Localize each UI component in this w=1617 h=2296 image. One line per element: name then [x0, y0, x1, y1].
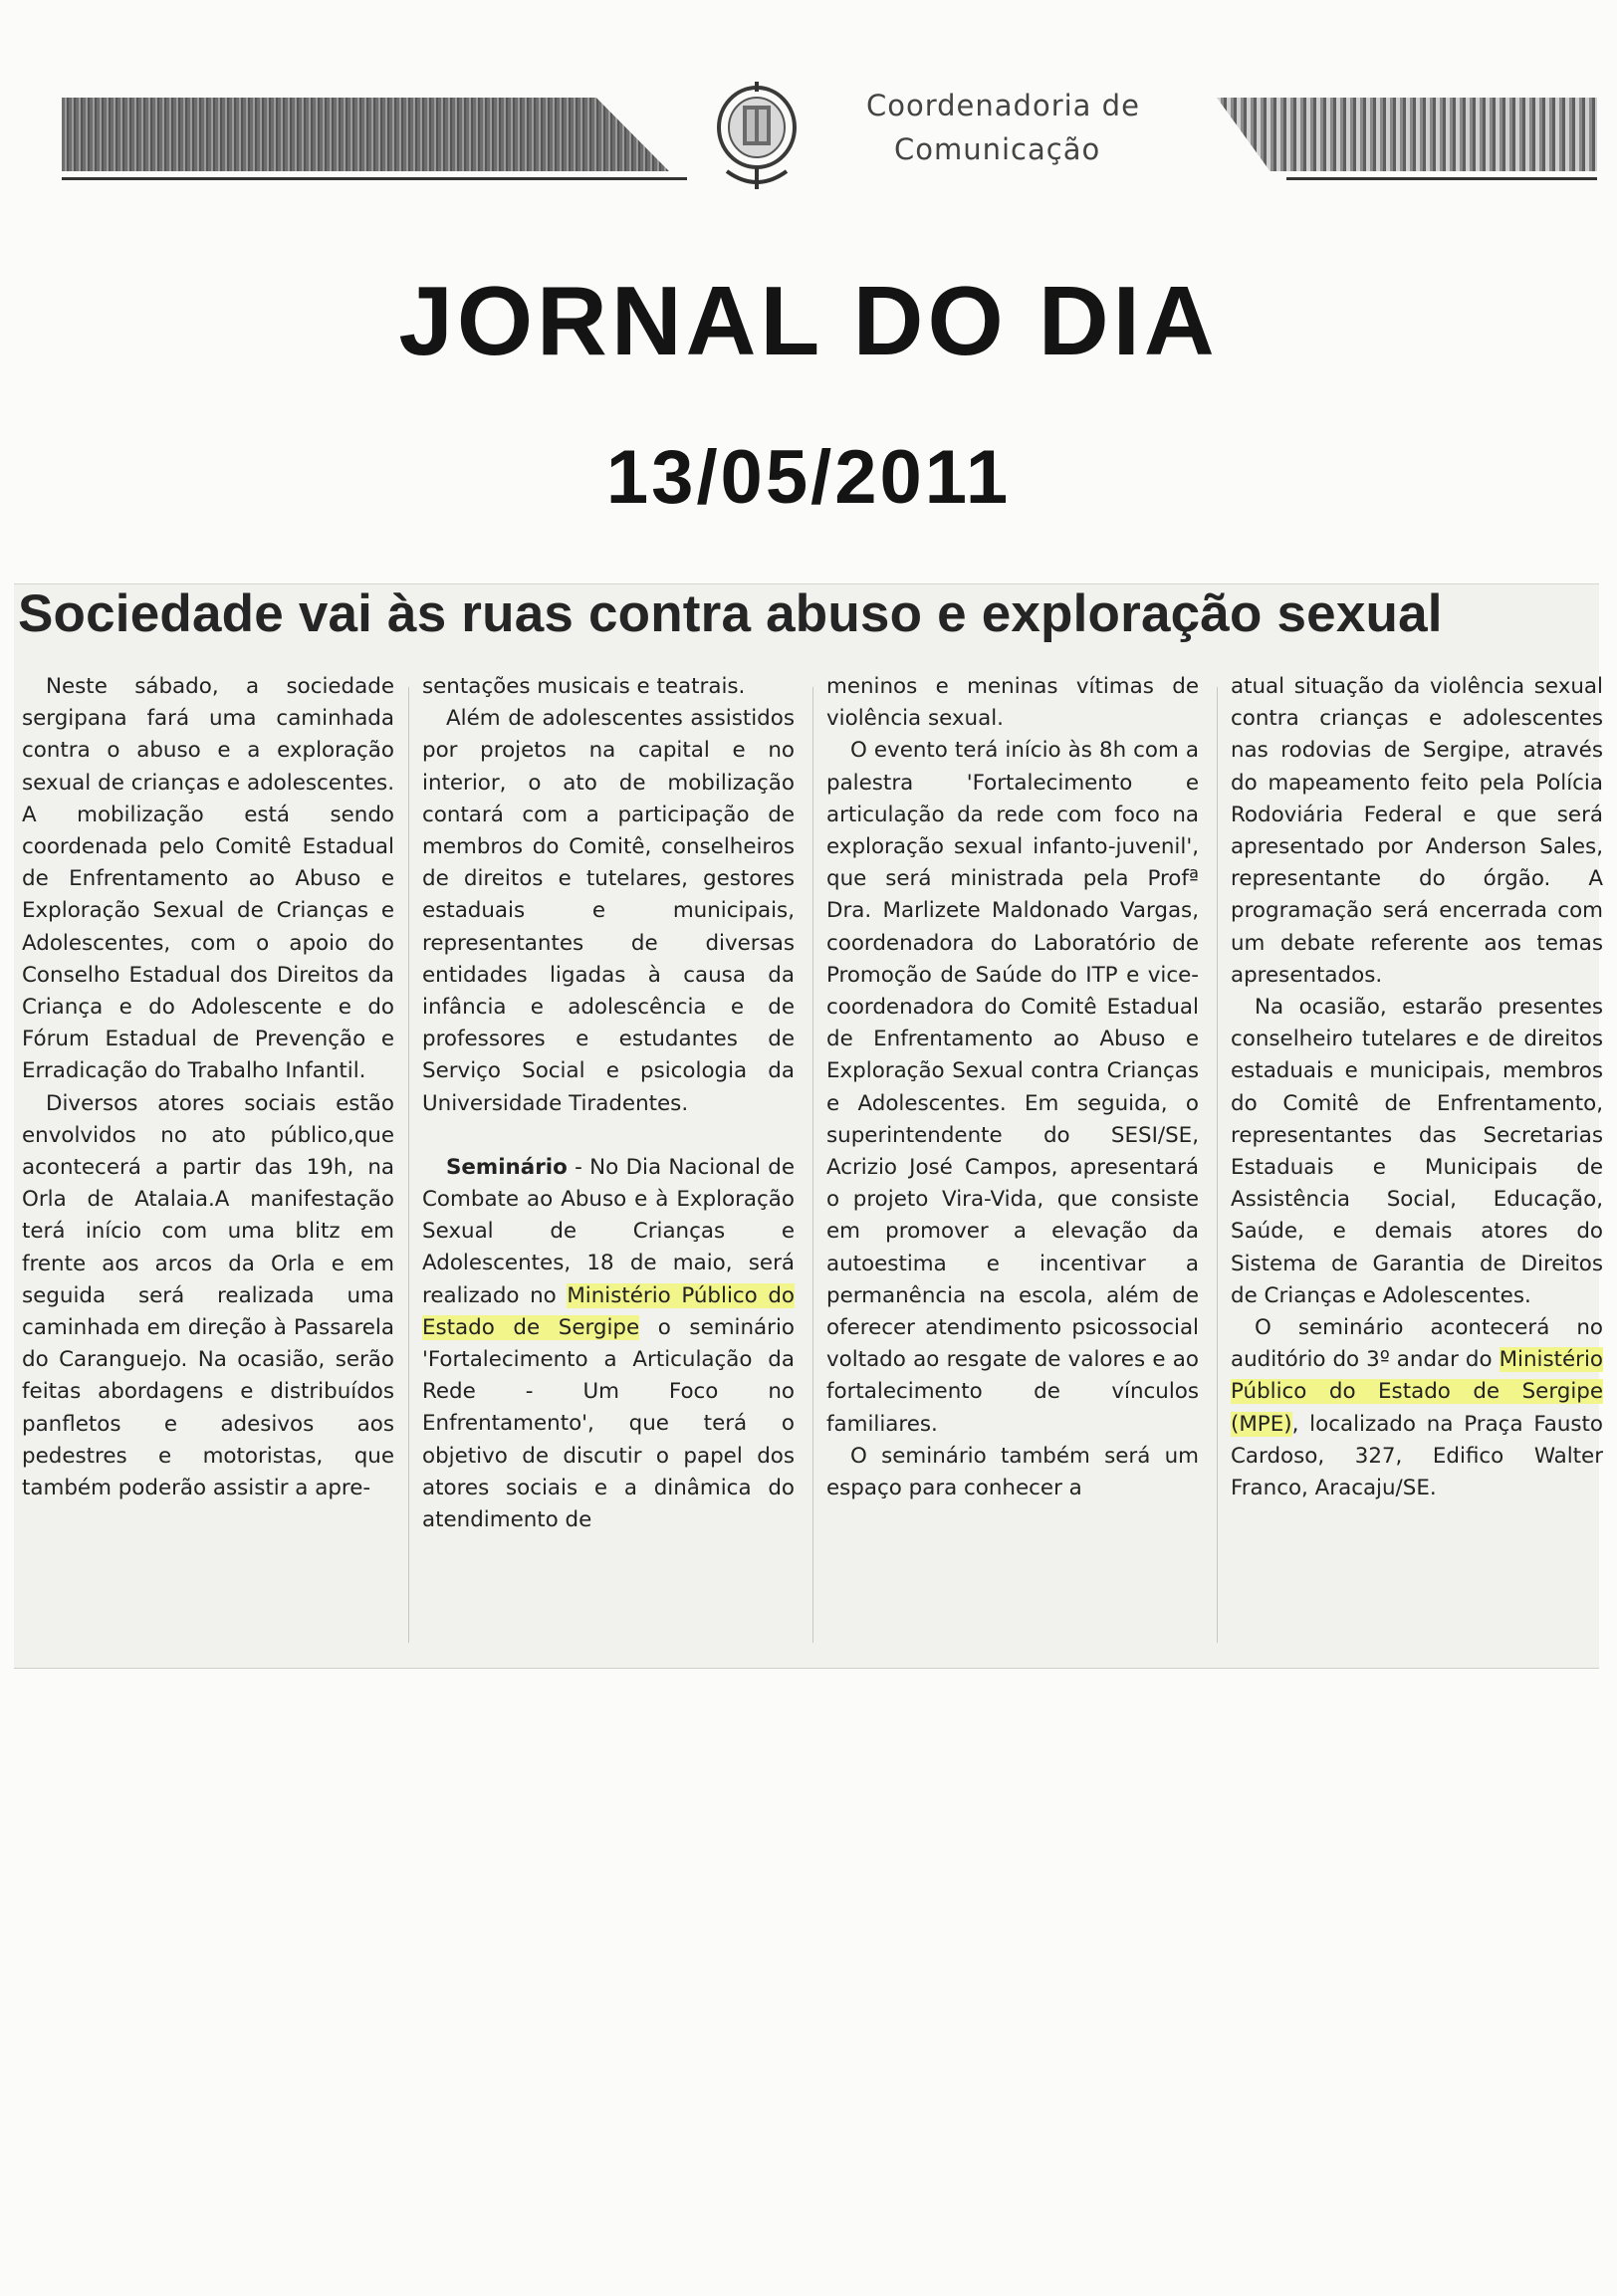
paragraph: Diversos atores sociais estão envolvidos no ato público,que acontecerá a partir das 19h, na Orla de Atalaia.A manifestação terá início com uma blitz em frente aos arcos da Orla e em seguida será realizada uma caminhada em direção à Passarela do Caranguejo. Na ocasião, serão feitas abordagens e distribuídos panfletos e adesivos aos pedestres e motoristas, que também poderão assistir a apre- [22, 1090, 394, 1501]
clipping-header [0, 0, 1617, 189]
article-headline: Sociedade vai às ruas contra abuso e exploração sexual [18, 584, 1443, 643]
text-run: - No Dia Nacional de Combate ao Abuso e à Exploração Sexual de Crianças e Adolescentes, 18 de maio, será realizado no [422, 1154, 795, 1308]
paragraph: Neste sábado, a sociedade sergipana fará uma caminhada contra o abuso e a exploração sexual de crianças e adolescentes. A mobilização está sendo coordenada pelo Comitê Estadual de Enfrentamento ao Abuso e Exploração Sexual de Crianças e Adolescentes, com o apoio do Conselho Estadual dos Direitos da Criança e do Adolescente e do Fórum Estadual de Prevenção e Erradicação do Trabalho Infantil. [22, 674, 394, 1084]
paragraph: sentações musicais e teatrais. [422, 674, 746, 699]
text-run: , localizado na Praça Fausto Cardoso, 327, Edifico Walter Franco, Aracaju/SE. [1231, 1411, 1603, 1501]
highlighted-text: Ministério Público do Estado de Sergipe (MPE) [1231, 1347, 1603, 1437]
section-lead: Seminário [446, 1154, 568, 1180]
column-divider [408, 687, 409, 1643]
text-run: O seminário acontecerá no auditório do 3º andar do [1231, 1315, 1603, 1373]
paragraph: meninos e meninas vítimas de violência sexual. [826, 674, 1199, 732]
org-name-line2: Comunicação [894, 132, 1101, 166]
header-stripe-right [1217, 98, 1597, 171]
header-stripe-left [62, 98, 669, 171]
org-name-line1: Coordenadoria de [866, 89, 1140, 122]
paragraph: Na ocasião, estarão presentes conselheiro tutelares e de direitos estaduais e municipais, membros do Comitê de Enfrentamento, representantes das Secretarias Estaduais e Municipais de Assistência Social, Educação, Saúde, e demais atores do Sistema de Garantia de Direitos de Crianças e Adolescentes. [1231, 995, 1603, 1308]
article-column-1 [22, 671, 394, 1657]
article-column-4 [1231, 671, 1603, 1657]
text-run: o seminário 'Fortalecimento a Articulação da Rede - Um Foco no Enfrentamento', que terá o objetivo de discutir o papel dos atores sociais e a dinâmica do atendimento de [422, 1314, 795, 1533]
header-rule-left [62, 177, 687, 180]
paragraph: atual situação da violência sexual contra crianças e adolescentes nas rodovias de Sergipe, através do mapeamento feito pela Polícia Rodoviária Federal e que será apresentado por Anderson Sales, representante do órgão. A programação será encerrada com um debate referente aos temas apresentados. [1231, 674, 1603, 988]
column-divider [812, 687, 813, 1643]
article-column-3 [826, 671, 1199, 1657]
paragraph: Além de adolescentes assistidos por projetos na capital e no interior, o ato de mobilização contará com a participação de membros do Comitê, conselheiros de direitos e tutelares, gestores estaduais e municipais, representantes de diversas entidades ligadas à causa da infância e adolescência e de professores e estudantes de Serviço Social e psicologia da Universidade Tiradentes. [422, 706, 795, 1116]
paragraph: O evento terá início às 8h com a palestra 'Fortalecimento e articulação da rede com foco na exploração sexual infanto-juvenil', que será ministrada pela Profª Dra. Marlizete Maldonado Vargas, coordenadora do Laboratório de Promoção de Saúde do ITP e vice-coordenadora do Comitê Estadual de Enfrentamento ao Abuso e Exploração Sexual contra Crianças e Adolescentes. Em seguida, o superintendente do SESI/SE, Acrizio José Campos, apresentará o projeto Vira-Vida, que consiste em promover a elevação da autoestima e incentivar a permanência na escola, além de oferecer atendimento psicossocial voltado ao resgate de valores e ao fortalecimento de vínculos familiares. [826, 738, 1199, 1437]
article-column-2 [422, 671, 795, 1657]
highlighted-text: Ministério Público do Estado de Sergipe [422, 1282, 795, 1340]
header-rule-right [1286, 177, 1597, 180]
paragraph [422, 1152, 795, 1536]
court-seal-icon [707, 76, 807, 195]
paragraph: O seminário também será um espaço para conhecer a [826, 1443, 1199, 1501]
publication-date: 13/05/2011 [605, 435, 1012, 520]
newspaper-name: JORNAL DO DIA [398, 266, 1219, 375]
org-name [866, 84, 1185, 171]
paragraph [1231, 1312, 1603, 1504]
column-divider [1217, 687, 1218, 1643]
